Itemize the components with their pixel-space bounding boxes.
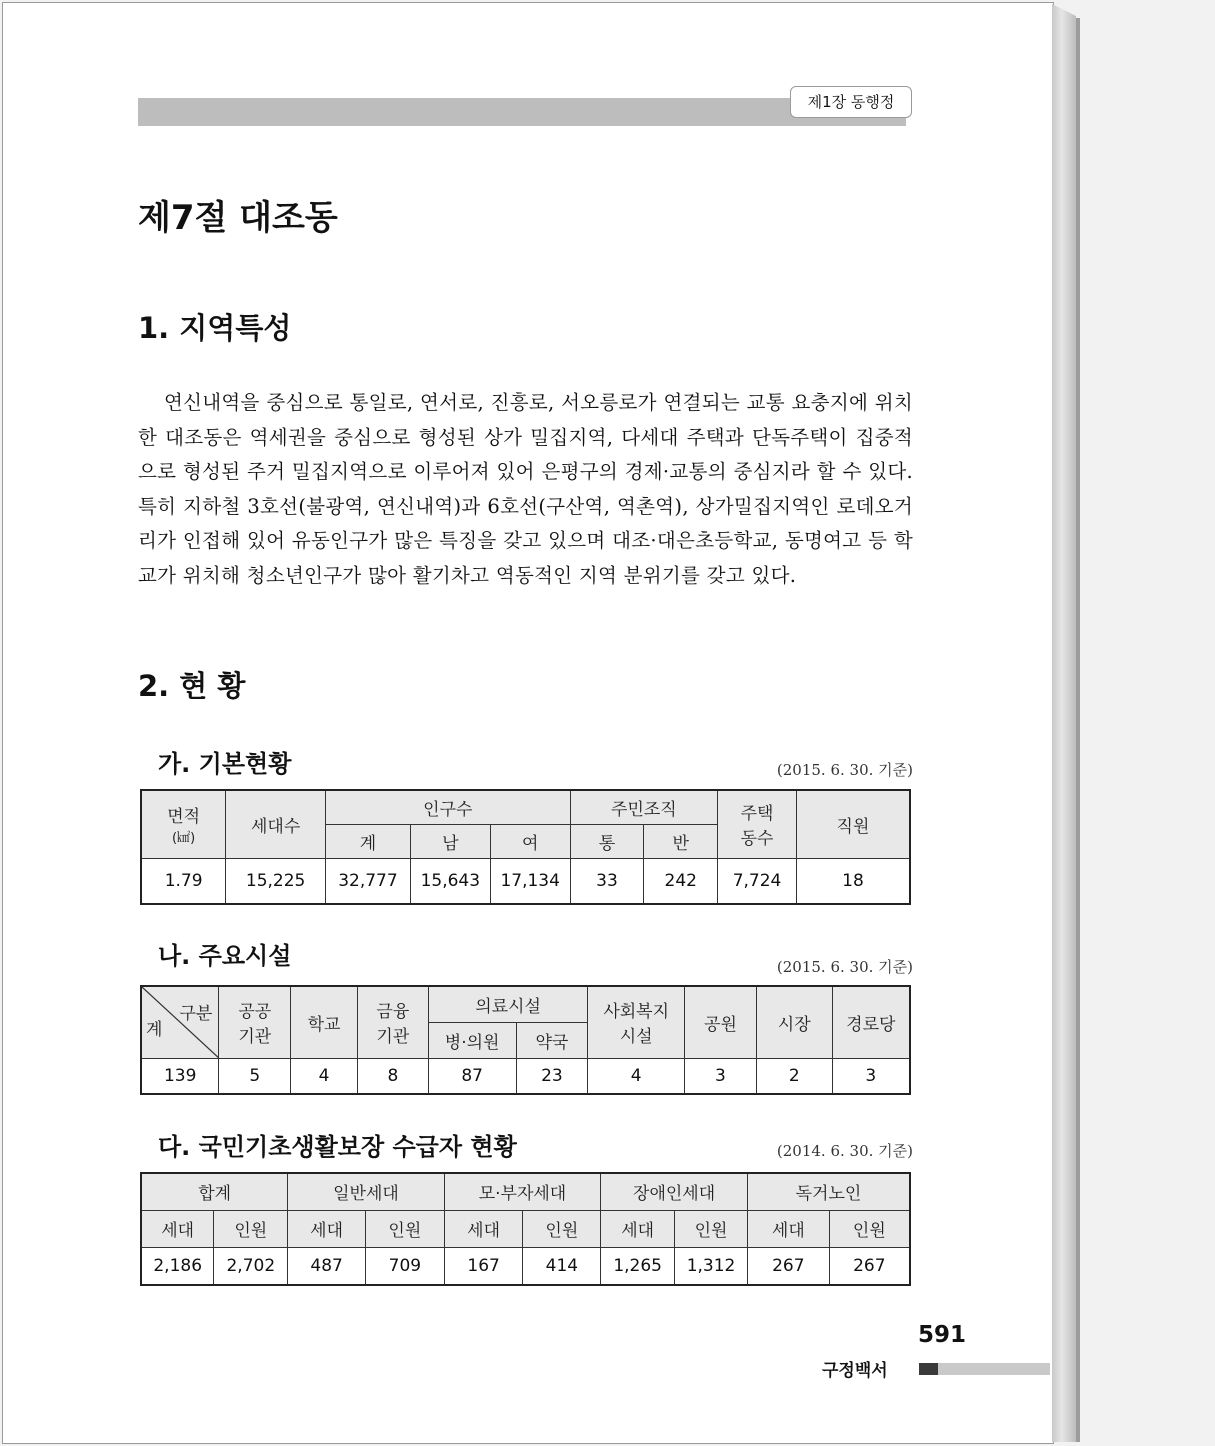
pharmacy-header: 약국 bbox=[516, 1022, 588, 1058]
school-header: 학교 bbox=[291, 986, 358, 1058]
market-header: 시장 bbox=[756, 986, 832, 1058]
persons-subheader: 인원 bbox=[523, 1210, 601, 1247]
table-c-basis-date: (2014. 6. 30. 기준) bbox=[776, 1142, 913, 1160]
table-cell: 87 bbox=[428, 1058, 516, 1094]
table-cell: 2 bbox=[756, 1058, 832, 1094]
page-edge-shadow bbox=[1052, 4, 1076, 1442]
table-row bbox=[141, 1247, 910, 1285]
persons-subheader: 인원 bbox=[829, 1210, 910, 1247]
table-cell: 267 bbox=[829, 1247, 910, 1285]
ban-header: 반 bbox=[644, 824, 718, 858]
table-cell: 17,134 bbox=[490, 858, 570, 904]
footer-bar bbox=[938, 1363, 1050, 1375]
households-subheader: 세대 bbox=[141, 1210, 214, 1247]
table-cell: 4 bbox=[588, 1058, 685, 1094]
table-cell: 1.79 bbox=[141, 858, 226, 904]
table-b-title: 나. 주요시설 bbox=[158, 942, 292, 970]
households-subheader: 세대 bbox=[601, 1210, 675, 1247]
park-header: 공원 bbox=[685, 986, 757, 1058]
table-row bbox=[141, 1058, 910, 1094]
pop-female-header: 여 bbox=[490, 824, 570, 858]
pop-total-header: 계 bbox=[326, 824, 411, 858]
table-cell: 3 bbox=[685, 1058, 757, 1094]
households-subheader: 세대 bbox=[288, 1210, 366, 1247]
basic-status-table bbox=[140, 789, 911, 905]
senior-center-header: 경로당 bbox=[832, 986, 910, 1058]
table-cell: 23 bbox=[516, 1058, 588, 1094]
hospital-clinic-header: 병·의원 bbox=[428, 1022, 516, 1058]
general-households-header: 일반세대 bbox=[288, 1173, 445, 1210]
housing-header: 주택 동수 bbox=[718, 790, 797, 858]
table-cell: 33 bbox=[570, 858, 644, 904]
table-a-basis-date: (2015. 6. 30. 기준) bbox=[776, 761, 913, 779]
financial-institutions-header: 금융 기관 bbox=[357, 986, 428, 1058]
staff-header: 직원 bbox=[796, 790, 910, 858]
table-cell: 1,265 bbox=[601, 1247, 675, 1285]
persons-subheader: 인원 bbox=[365, 1210, 444, 1247]
table-cell: 5 bbox=[219, 1058, 291, 1094]
medical-facilities-header: 의료시설 bbox=[428, 986, 588, 1022]
page-number: 591 bbox=[918, 1322, 967, 1348]
persons-subheader: 인원 bbox=[214, 1210, 288, 1247]
pop-male-header: 남 bbox=[410, 824, 490, 858]
table-b-basis-date: (2015. 6. 30. 기준) bbox=[776, 958, 913, 976]
book-title: 구정백서 bbox=[822, 1361, 888, 1381]
table-row bbox=[141, 858, 910, 904]
basic-livelihood-recipients-table bbox=[140, 1172, 911, 1286]
public-institutions-header: 공공 기관 bbox=[219, 986, 291, 1058]
disabled-households-header: 장애인세대 bbox=[601, 1173, 748, 1210]
table-cell: 709 bbox=[365, 1247, 444, 1285]
resident-org-header: 주민조직 bbox=[570, 790, 717, 824]
table-a-title: 가. 기본현황 bbox=[158, 750, 292, 778]
area-header: 면적 (㎢) bbox=[141, 790, 226, 858]
table-cell: 1,312 bbox=[675, 1247, 748, 1285]
table-cell: 242 bbox=[644, 858, 718, 904]
total-group-header: 합계 bbox=[141, 1173, 288, 1210]
households-header: 세대수 bbox=[226, 790, 326, 858]
table-cell: 15,643 bbox=[410, 858, 490, 904]
table-cell: 2,702 bbox=[214, 1247, 288, 1285]
table-cell: 8 bbox=[357, 1058, 428, 1094]
table-cell: 487 bbox=[288, 1247, 366, 1285]
table-cell: 414 bbox=[523, 1247, 601, 1285]
chapter-tab: 제1장 동행정 bbox=[790, 86, 912, 118]
category-diagonal-header: 구분 계 bbox=[141, 986, 219, 1058]
table-cell: 2,186 bbox=[141, 1247, 214, 1285]
persons-subheader: 인원 bbox=[675, 1210, 748, 1247]
section-title: 제7절 대조동 bbox=[138, 198, 338, 238]
welfare-facilities-header: 사회복지 시설 bbox=[588, 986, 685, 1058]
population-header: 인구수 bbox=[326, 790, 571, 824]
table-cell: 139 bbox=[141, 1058, 219, 1094]
households-subheader: 세대 bbox=[444, 1210, 523, 1247]
table-c-title: 다. 국민기초생활보장 수급자 현황 bbox=[158, 1133, 517, 1161]
households-subheader: 세대 bbox=[747, 1210, 829, 1247]
major-facilities-table bbox=[140, 985, 911, 1095]
table-cell: 32,777 bbox=[326, 858, 411, 904]
page-edge-line bbox=[1076, 18, 1080, 1442]
table-cell: 4 bbox=[291, 1058, 358, 1094]
single-parent-households-header: 모·부자세대 bbox=[444, 1173, 601, 1210]
table-cell: 3 bbox=[832, 1058, 910, 1094]
regional-characteristics-paragraph: 연신내역을 중심으로 통일로, 연서로, 진흥로, 서오릉로가 연결되는 교통 요충지에 위치한 대조동은 역세권을 중심으로 형성된 상가 밀집지역, 다세대 주택과 단독주택이 집중적으로 형성된 주거 밀집지역으로 이루어져 있어 은평구의 경제·교통의 중심지라 할 수 있다. 특히 지하철 3호선(불광역, 연신내역)과 6호선(구산역, 역촌역), 상가밀집지역인 로데오거리가 인접해 있어 유동인구가 많은 특징을 갖고 있으며 대조·대은초등학교, 동명여고 등 학교가 위치해 청소년인구가 많아 활기차고 역동적인 지역 분위기를 갖고 있다. bbox=[138, 391, 913, 587]
table-cell: 15,225 bbox=[226, 858, 326, 904]
tong-header: 통 bbox=[570, 824, 644, 858]
footer-mark bbox=[919, 1363, 938, 1375]
heading-status: 2. 현 황 bbox=[138, 669, 246, 703]
table-cell: 18 bbox=[796, 858, 910, 904]
elderly-living-alone-header: 독거노인 bbox=[747, 1173, 910, 1210]
table-cell: 267 bbox=[747, 1247, 829, 1285]
table-cell: 167 bbox=[444, 1247, 523, 1285]
table-cell: 7,724 bbox=[718, 858, 797, 904]
heading-regional-characteristics: 1. 지역특성 bbox=[138, 311, 292, 345]
